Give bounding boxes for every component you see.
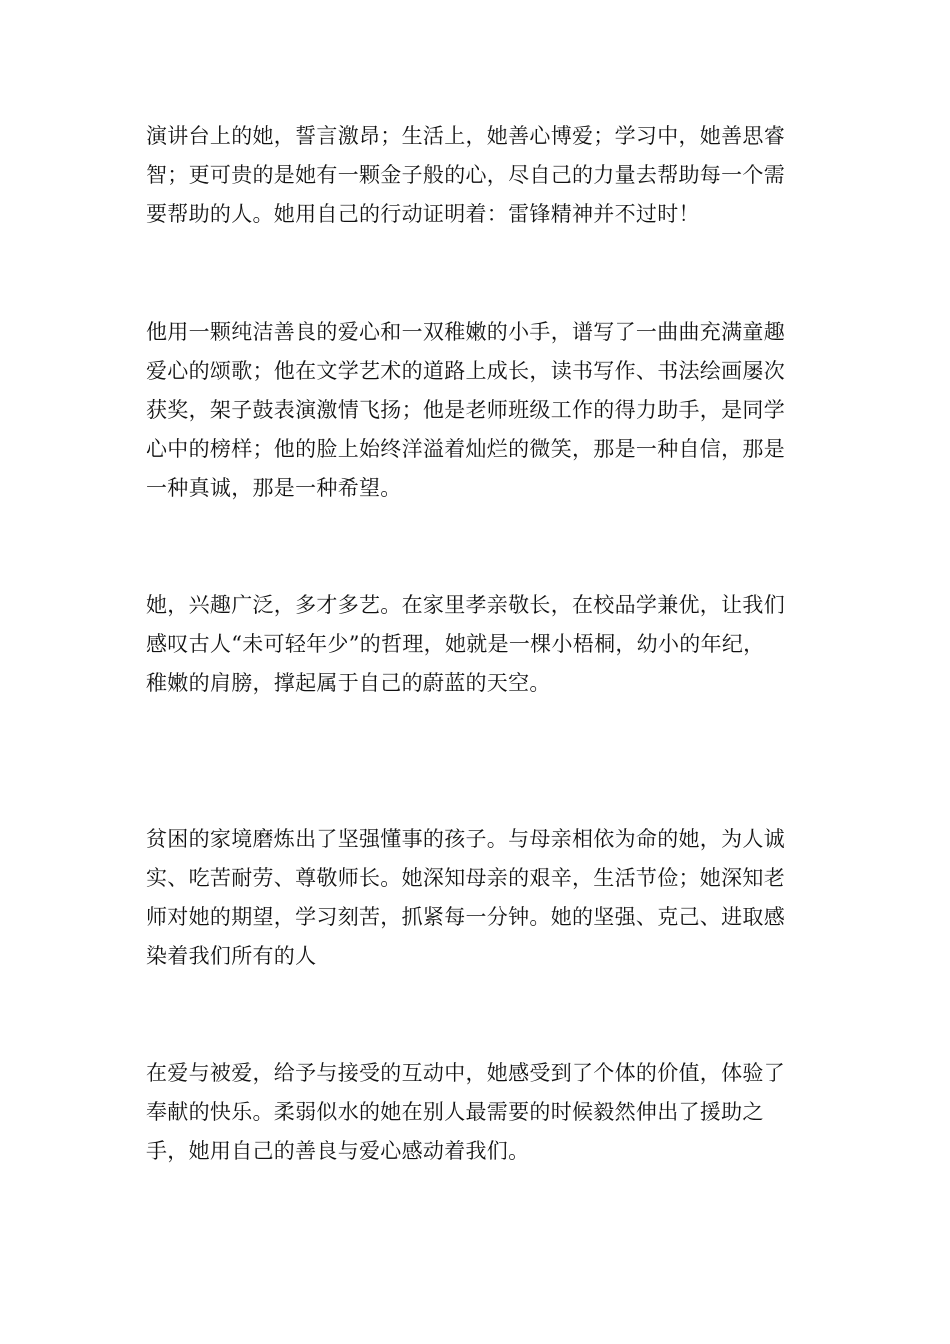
text-line: 他用一颗纯洁善良的爱心和一双稚嫩的小手，谱写了一曲曲充满童趣 xyxy=(146,320,785,344)
paragraph-1 xyxy=(146,117,810,234)
text-line: 演讲台上的她，誓言激昂；生活上，她善心博爱；学习中，她善思睿 xyxy=(146,124,785,148)
text-line: 她，兴趣广泛，多才多艺。在家里孝亲敬长，在校品学兼优，让我们 xyxy=(146,593,785,617)
text-line: 爱心的颂歌；他在文学艺术的道路上成长，读书写作、书法绘画屡次 xyxy=(146,359,785,383)
paragraph-2 xyxy=(146,313,810,508)
text-line: 手，她用自己的善良与爱心感动着我们。 xyxy=(146,1139,530,1163)
text-line: 获奖，架子鼓表演激情飞扬；他是老师班级工作的得力助手，是同学 xyxy=(146,398,785,422)
paragraph-3 xyxy=(146,586,810,703)
text-line: 染着我们所有的人 xyxy=(146,944,317,968)
text-line: 心中的榜样；他的脸上始终洋溢着灿烂的微笑，那是一种自信，那是 xyxy=(146,437,785,461)
text-line: 实、吃苦耐劳、尊敬师长。她深知母亲的艰辛，生活节俭；她深知老 xyxy=(146,866,785,890)
text-line: 要帮助的人。她用自己的行动证明着：雷锋精神并不过时！ xyxy=(146,202,700,226)
text-line: 智；更可贵的是她有一颗金子般的心，尽自己的力量去帮助每一个需 xyxy=(146,163,785,187)
text-line: 在爱与被爱，给予与接受的互动中，她感受到了个体的价值，体验了 xyxy=(146,1061,785,1085)
text-line: 感叹古人“未可轻年少”的哲理，她就是一棵小梧桐，幼小的年纪， xyxy=(146,632,765,656)
text-line: 奉献的快乐。柔弱似水的她在别人最需要的时候毅然伸出了援助之 xyxy=(146,1100,764,1124)
text-line: 一种真诚，那是一种希望。 xyxy=(146,476,402,500)
text-line: 稚嫩的肩膀，撑起属于自己的蔚蓝的天空。 xyxy=(146,671,551,695)
paragraph-4 xyxy=(146,820,810,976)
text-line: 贫困的家境磨炼出了坚强懂事的孩子。与母亲相依为命的她，为人诚 xyxy=(146,827,785,851)
text-line: 师对她的期望，学习刻苦，抓紧每一分钟。她的坚强、克己、进取感 xyxy=(146,905,785,929)
paragraph-5 xyxy=(146,1054,810,1171)
